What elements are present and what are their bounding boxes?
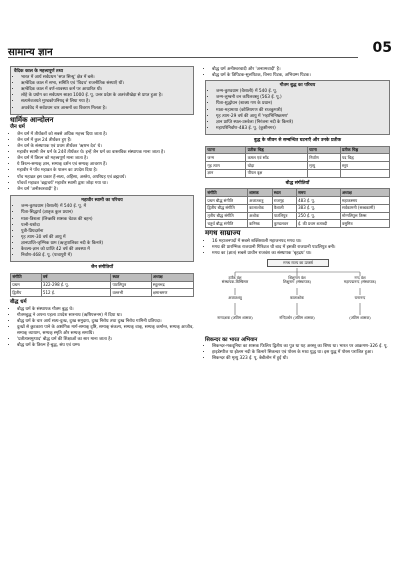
jain-heading: जैन धर्म — [10, 124, 25, 131]
list-item: • ऋग्वैदिक काल में सभा, समिति एवं 'विदथ' राजनीतिक संस्थाएँ थीं। — [21, 81, 190, 87]
list-item: • 16 महाजनपदों में सबसे शक्तिशाली महाजनपद मगध था। — [212, 239, 390, 245]
table-cell: गृह त्याग — [206, 162, 246, 170]
table-header: अध्यक्ष — [340, 189, 389, 197]
buddhism-list — [10, 307, 194, 349]
table-cell: महाकस्सप — [340, 197, 389, 205]
table-cell: घोड़ा — [246, 162, 308, 170]
list-item: • सिकन्दर की मृत्यु 323 ई. पू. बेबीलोन में हुई थी। — [212, 356, 390, 362]
table-cell: ज्ञान — [206, 169, 246, 177]
table-header: समय — [296, 189, 340, 197]
table-cell: जन्म — [206, 154, 246, 162]
table-header: स्थल — [272, 189, 296, 197]
table-header-row — [206, 189, 390, 197]
list-item: • बौद्ध धर्म के चार आर्य सत्य-दुःख, दुःख समुदाय, दुःख निरोध तथा दुःख निरोध गामिनी प्रतिपदा। — [17, 319, 194, 325]
list-item: • सत्यमेवजयते मुण्डकोपनिषद् से लिया गया है। — [21, 99, 190, 105]
table-row — [206, 204, 390, 212]
table-cell: स्तूप — [340, 162, 389, 170]
table-cell — [340, 169, 389, 177]
table-header-row — [11, 273, 194, 281]
dynasty-nanda — [332, 276, 388, 285]
table-header-row — [206, 146, 390, 154]
list-item: • पुत्री-प्रियदर्शना — [21, 229, 190, 235]
table-row — [206, 212, 390, 220]
buddhist-councils-table — [205, 188, 390, 228]
table-cell: पद चिह्न — [340, 154, 389, 162]
magadh-heading: मगध साम्राज्य — [205, 229, 241, 238]
table-cell: अशोक — [247, 212, 272, 220]
table-row — [206, 220, 390, 228]
table-header: प्रतीक चिह्न — [246, 146, 308, 154]
list-item: • ये त्रिरत्न-सम्यक् ज्ञान, सम्यक् दर्शन एवं सम्यक् आचरण हैं। — [17, 162, 194, 168]
table-cell: 383 ई. पू. — [296, 204, 340, 212]
dynasty-king: अजातशत्रु — [228, 294, 242, 300]
religious-movements-heading: धार्मिक आन्दोलन — [10, 115, 54, 124]
mahavir-box — [10, 195, 194, 262]
list-item: • गृह त्याग-29 वर्ष की आयु में 'महाभिनिष्क्रमण' — [216, 114, 386, 120]
list-item: • बौद्ध धर्म अनीश्वरवादी और 'अनात्मवादी' है। — [212, 67, 390, 73]
list-item: • गौतमबुद्ध ने अपना पहला उपदेश सारनाथ (ऋषिपत्तनम) में दिया था। — [17, 313, 194, 319]
list-item: • जैन धर्म में तीर्थंकरों को सबसे अधिक महत्त्व दिया जाता है। — [17, 132, 194, 138]
table-header: संगीति — [206, 189, 248, 197]
table-header: संगीति — [11, 273, 42, 281]
buddhist-councils-caption: बौद्ध संगीतियाँ — [285, 180, 310, 186]
table-cell: कनिष्क — [247, 220, 272, 228]
dynasty-name: नन्द वंश — [354, 274, 366, 280]
table-header: घटना — [307, 146, 340, 154]
list-item: • पाँच महाव्रत इस प्रकार हैं-सत्य, अहिंसा, अस्तेय, अपरिग्रह एवं ब्रह्मचर्य। — [17, 175, 194, 181]
list-item: • बौद्ध धर्म के संस्थापक गौतम बुद्ध थे। — [17, 307, 194, 313]
right-column — [205, 66, 390, 362]
table-cell — [307, 169, 340, 177]
list-item: • जैन धर्म में त्रिरत्न को महत्त्वपूर्ण माना जाता है। — [17, 156, 194, 162]
dynasty-name: हर्यंक वंश — [228, 274, 242, 280]
list-item: • दुःखों से छुटकारा पाने के अष्टांगिक मार्ग-सम्यक् दृष्टि, सम्यक् संकल्प, सम्यक् वाक्, सम्यक् कर्मान्त, सम्यक् आजीव, सम्यक् व्यायाम, सम्यक् स्मृति और सम्यक् समाधि। — [17, 325, 194, 336]
dynasty-last-ruler: नागदशक (अंतिम शासक) — [217, 314, 253, 320]
table-row — [206, 162, 390, 170]
gautam-box — [205, 80, 390, 135]
list-item: • बौद्ध धर्म के त्रिरत्न हैं-बुद्ध, संघ एवं धम्म। — [17, 343, 194, 349]
list-item: • गृह त्याग-30 वर्ष की आयु में — [21, 235, 190, 241]
table-cell: पीपल वृक्ष — [246, 169, 308, 177]
buddhism-heading: बौद्ध धर्म — [10, 299, 27, 306]
dynasty-king: घनानन्द — [354, 294, 366, 300]
dynasty-founder: संस्थापक-बिम्बिसार — [221, 279, 249, 285]
list-item: • जैन धर्म के संस्थापक एवं प्रथम तीर्थंकर 'ऋषभ देव' थे। — [17, 144, 194, 150]
table-cell: पाटलिपुत्र — [111, 281, 151, 289]
list-item: • अथर्ववेद में सर्वप्रथम चार आश्रमों का विवरण मिलता है। — [21, 106, 190, 112]
table-cell: तृतीय बौद्ध संगीति — [206, 212, 248, 220]
list-item: • जैन धर्म में कुल 24 तीर्थंकर हुए हैं। — [17, 138, 194, 144]
table-row — [11, 289, 194, 297]
table-row — [206, 197, 390, 205]
list-item: • ऋग्वैदिक काल में वर्ण-व्यवस्था कर्म पर आधारित थी। — [21, 87, 190, 93]
sikandar-list — [205, 344, 390, 362]
header-rule — [8, 57, 358, 58]
table-cell: द्वितीय बौद्ध संगीति — [206, 204, 248, 212]
gautam-box-title: गौतम बुद्ध का परिचय — [279, 83, 316, 89]
table-cell: कालाशोक — [247, 204, 272, 212]
list-item: • सिकन्दर-मकदूनिया का शासक फिलिप द्वितीय का पुत्र था यह अरस्तू का शिष्य था। भारत पर आक्रमण-326 ई. पू. — [212, 344, 390, 350]
list-item: • पिता-सिद्धार्थ (ज्ञातृक कुल प्रधान) — [21, 210, 190, 216]
list-item: • ज्ञान प्राप्ति स्थल-उरुवेला (निरंजना नदी के किनारे) — [216, 120, 386, 126]
table-cell: सर्वकामनी (सब्बकामी) — [340, 204, 389, 212]
gautam-list — [209, 89, 386, 131]
symbols-table — [205, 146, 390, 178]
table-cell: प्रथम बौद्ध संगीति — [206, 197, 248, 205]
table-cell: क्षमाश्रमण — [151, 289, 193, 297]
table-cell: निर्वाण — [307, 154, 340, 162]
table-row — [206, 154, 390, 162]
table-cell: राजगृह — [272, 197, 296, 205]
sikandar-heading: सिकन्दर का भारत अभियान — [205, 336, 258, 343]
table-cell: द्वितीय — [11, 289, 42, 297]
list-item: • 'प्रतीत्यसमुत्पाद' बौद्ध धर्म की शिक्षाओं का सार माना जाता है। — [17, 337, 194, 343]
table-cell: 250 ई. पू. — [296, 212, 340, 220]
table-cell: चतुर्थ बौद्ध संगीति — [206, 220, 248, 228]
list-item: • जन्म-कुण्डग्राम (वैशाली) में 540 ई. पू. में — [21, 204, 190, 210]
table-header: अध्यक्ष — [151, 273, 193, 281]
magadh-dynasty-tree — [205, 259, 390, 335]
magadh-list — [205, 239, 390, 257]
list-item: • जन्म-कुण्डग्राम (वैशाली) में 540 ई. पू. — [216, 89, 386, 95]
table-cell: वैशाली — [272, 204, 296, 212]
list-item: • पिता-शुद्धोधन (शाक्य गण के प्रधान) — [216, 101, 386, 107]
table-header: स्थल — [111, 273, 151, 281]
list-item: • महावीर स्वामी जैन धर्म के 24वें तीर्थंकर थे। इन्हें जैन धर्म का वास्तविक संस्थापक माना जाता है। — [17, 150, 194, 156]
table-cell: 512 ई. — [41, 289, 111, 297]
table-row — [206, 169, 390, 177]
list-item: • माता-त्रिशला (लिच्छवि शासक चेटक की बहन) — [21, 217, 190, 223]
jain-council-table — [10, 273, 194, 297]
list-item: • बौद्ध धर्म के त्रिपिटक-सुत्तपिटक, विनय पिटक, अभिधम्म पिटक। — [212, 73, 390, 79]
page-title: सामान्य ज्ञान — [8, 47, 53, 58]
list-item: • माता-महामाया (कोलियगण की राजकुमारी) — [216, 108, 386, 114]
table-header: घटना — [206, 146, 246, 154]
list-item: • पत्नी-यशोदा — [21, 223, 190, 229]
table-cell: ई. की प्रथम शताब्दी — [296, 220, 340, 228]
vedic-facts-box — [10, 66, 194, 115]
table-cell: कमल एवं साँड — [246, 154, 308, 162]
table-cell: वसुमित्र — [340, 220, 389, 228]
dynasty-shishunaga — [269, 276, 325, 285]
symbols-caption: बुद्ध के जीवन से सम्बन्धित घटनाएँ और उनके प्रतीक — [254, 137, 341, 143]
mahavir-box-title: महावीर स्वामी का परिचय — [81, 198, 123, 204]
jain-list — [10, 132, 194, 192]
table-cell: स्थूलभद्र — [151, 281, 193, 289]
dynasty-last-ruler: नन्दिवर्धन (अंतिम शासक) — [279, 314, 315, 320]
list-item: • मगध का (ज्ञात) सबसे प्राचीन राजवंश का संस्थापक 'बृहद्रथ' था। — [212, 251, 390, 257]
list-item: • पाँचवाँ महाव्रत 'ब्रह्मचर्य' महावीर स्वामी द्वारा जोड़ा गया था। — [17, 181, 194, 187]
table-header: प्रतीक चिह्न — [340, 146, 389, 154]
table-header: वर्ष — [41, 273, 111, 281]
table-cell: प्रथम — [11, 281, 42, 289]
vedic-box-title: वैदिक काल के महत्त्वपूर्ण तथ्य — [14, 69, 63, 74]
table-cell: मोग्गलिपुत्त तिस्स — [340, 212, 389, 220]
table-cell: वल्लभी — [111, 289, 151, 297]
table-cell: 483 ई. पू. — [296, 197, 340, 205]
dynasty-last-ruler: (अंतिम शासक) — [349, 314, 371, 320]
list-item: • हाइडेस्पीज या झेलम नदी के किनारे सिकन्दर एवं पोरस के मध्य युद्ध था। इस युद्ध में पोरस पराजित हुआ। — [212, 350, 390, 356]
list-item: • मगध की प्रारम्भिक राजधानी गिरिव्रज थी बाद में इसकी राजधानी पाटलिपुत्र बनी। — [212, 245, 390, 251]
table-row — [11, 281, 194, 289]
list-item: • जन्म-लुम्बनी वन कपिलवस्तु (563 ई. पू.) — [216, 95, 386, 101]
list-item: • महापरिनिर्वाण-483 ई. पू. (कुशीनगर) — [216, 126, 386, 132]
dynasty-founder: महापद्मनन्द (संस्थापक) — [343, 279, 377, 285]
list-item: • महावीर ने पाँच महाव्रत के पालन का उपदेश दिया है। — [17, 168, 194, 174]
table-cell: मृत्यु — [307, 162, 340, 170]
table-header: शासक — [247, 189, 272, 197]
page-number: 05 — [372, 40, 392, 56]
list-item: • जैन धर्म 'अनीश्वरवादी' है। — [17, 187, 194, 193]
list-item: • ज्ञानप्राप्ति-जृम्भिक ग्राम (ऋजुपालिका नदी के किनारे) — [21, 241, 190, 247]
tree-root: मगध राज्य का उत्कर्ष — [267, 259, 329, 268]
vedic-list — [14, 75, 190, 111]
list-item: • कैवल्य-ज्ञान को प्राप्ति 42 वर्ष की अवस्था में — [21, 247, 190, 253]
table-cell: पाटलिपुत्र — [272, 212, 296, 220]
dynasty-king: कालाशोक — [290, 294, 304, 300]
dynasty-founder: शिशुनाग (संस्थापक) — [283, 279, 311, 285]
list-item: • भारत में आर्य सर्वप्रथम 'सप्त सिन्धु' क्षेत्र में बसे। — [21, 75, 190, 81]
list-item: • लोहे के प्रयोग का सर्वप्रथम साक्ष्य 1000 ई. पू. उत्तर प्रदेश के अतरंजीखेड़ा से प्राप्त हुआ है। — [21, 93, 190, 99]
list-item: • निर्वाण-468 ई. पू. (पावापुरी में) — [21, 253, 190, 259]
table-cell: कुण्डलवन — [272, 220, 296, 228]
mahavir-list — [14, 204, 190, 258]
buddhism-cont-list — [205, 67, 390, 79]
dynasty-haryanka — [207, 276, 263, 285]
table-cell: अजातशत्रु — [247, 197, 272, 205]
dynasty-name: शिशुनाग वंश — [288, 274, 306, 280]
table-cell: 322-298 ई. पू. — [41, 281, 111, 289]
jain-council-caption: जैन संगीतियाँ — [90, 265, 114, 271]
left-column — [10, 66, 194, 349]
page-header — [8, 40, 392, 60]
